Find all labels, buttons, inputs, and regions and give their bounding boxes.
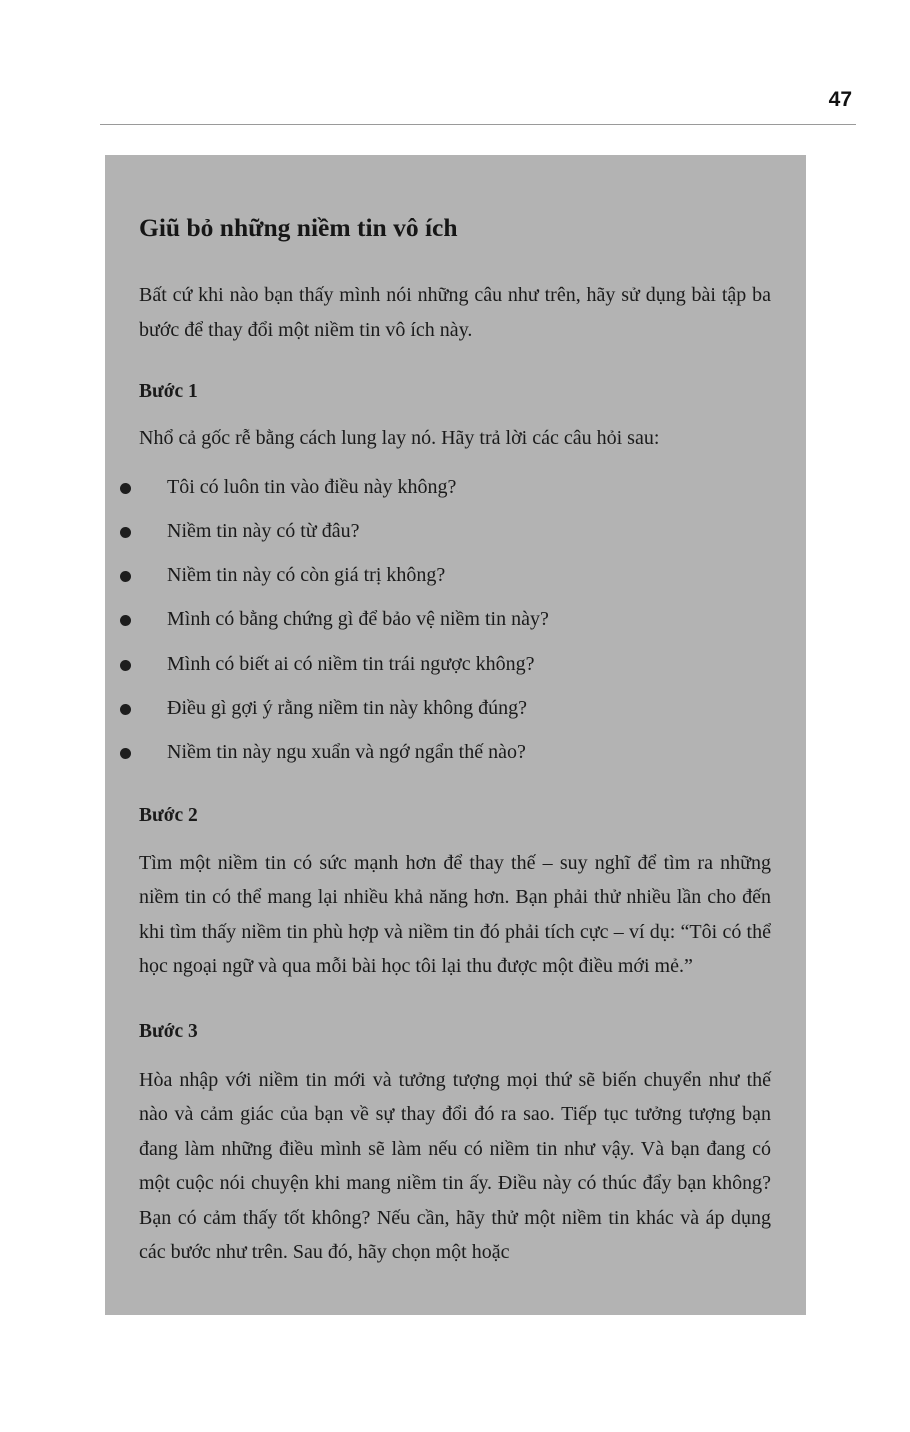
question-text: Điều gì gợi ý rằng niềm tin này không đúng?: [167, 696, 527, 719]
box-title: Giũ bỏ những niềm tin vô ích: [139, 213, 458, 242]
list-item: [139, 686, 771, 730]
list-item: [139, 597, 771, 641]
bullet-icon: [120, 527, 131, 538]
list-item: [139, 642, 771, 686]
question-list: [139, 465, 771, 775]
question-text: Mình có bằng chứng gì để bảo vệ niềm tin này?: [167, 608, 549, 631]
question-text: Niềm tin này ngu xuẩn và ngớ ngẩn thế nào?: [167, 741, 526, 764]
list-item: [139, 553, 771, 597]
question-text: Niềm tin này có từ đâu?: [167, 519, 360, 542]
list-item: [139, 465, 771, 509]
step-2-heading: Bước 2: [139, 804, 198, 826]
bullet-icon: [120, 483, 131, 494]
exercise-content: [139, 211, 771, 1270]
step-3-heading: Bước 3: [139, 1020, 198, 1042]
list-item: [139, 509, 771, 553]
question-text: Tôi có luôn tin vào điều này không?: [167, 475, 457, 498]
question-text: Niềm tin này có còn giá trị không?: [167, 564, 446, 587]
bullet-icon: [120, 660, 131, 671]
step-3-text: Hòa nhập với niềm tin mới và tưởng tượng mọi thứ sẽ biến chuyển như thế nào và cảm giác của bạn về sự thay đổi đó ra sao. Tiếp tục tưởng tượng bạn đang làm những điều mình sẽ làm nếu có niềm tin như vậy. Và bạn đang có một cuộc nói chuyện khi mang niềm tin ấy. Điều này có thúc đẩy bạn không? Bạn có cảm thấy tốt không? Nếu cần, hãy thử một niềm tin khác và áp dụng các bước như trên. Sau đó, hãy chọn một hoặc: [139, 1068, 771, 1264]
page-number: 47: [828, 88, 852, 111]
step-2-text: Tìm một niềm tin có sức mạnh hơn để thay thế – suy nghĩ để tìm ra những niềm tin có thể mang lại nhiều khả năng hơn. Bạn phải thử nhiều lần cho đến khi tìm thấy niềm tin phù hợp và niềm tin đó phải tích cực – ví dụ: “Tôi có thể học ngoại ngữ và qua mỗi bài học tôi lại thu được một điều mới mẻ.”: [139, 851, 771, 978]
bullet-icon: [120, 704, 131, 715]
step-1-text: Nhổ cả gốc rễ bằng cách lung lay nó. Hãy trả lời các câu hỏi sau:: [139, 427, 660, 449]
header-rule: [100, 124, 856, 125]
step-1-heading: Bước 1: [139, 381, 198, 402]
question-text: Mình có biết ai có niềm tin trái ngược không?: [167, 652, 535, 675]
intro-paragraph: Bất cứ khi nào bạn thấy mình nói những câu như trên, hãy sử dụng bài tập ba bước để thay đổi một niềm tin vô ích này.: [139, 284, 771, 341]
list-item: [139, 730, 771, 774]
